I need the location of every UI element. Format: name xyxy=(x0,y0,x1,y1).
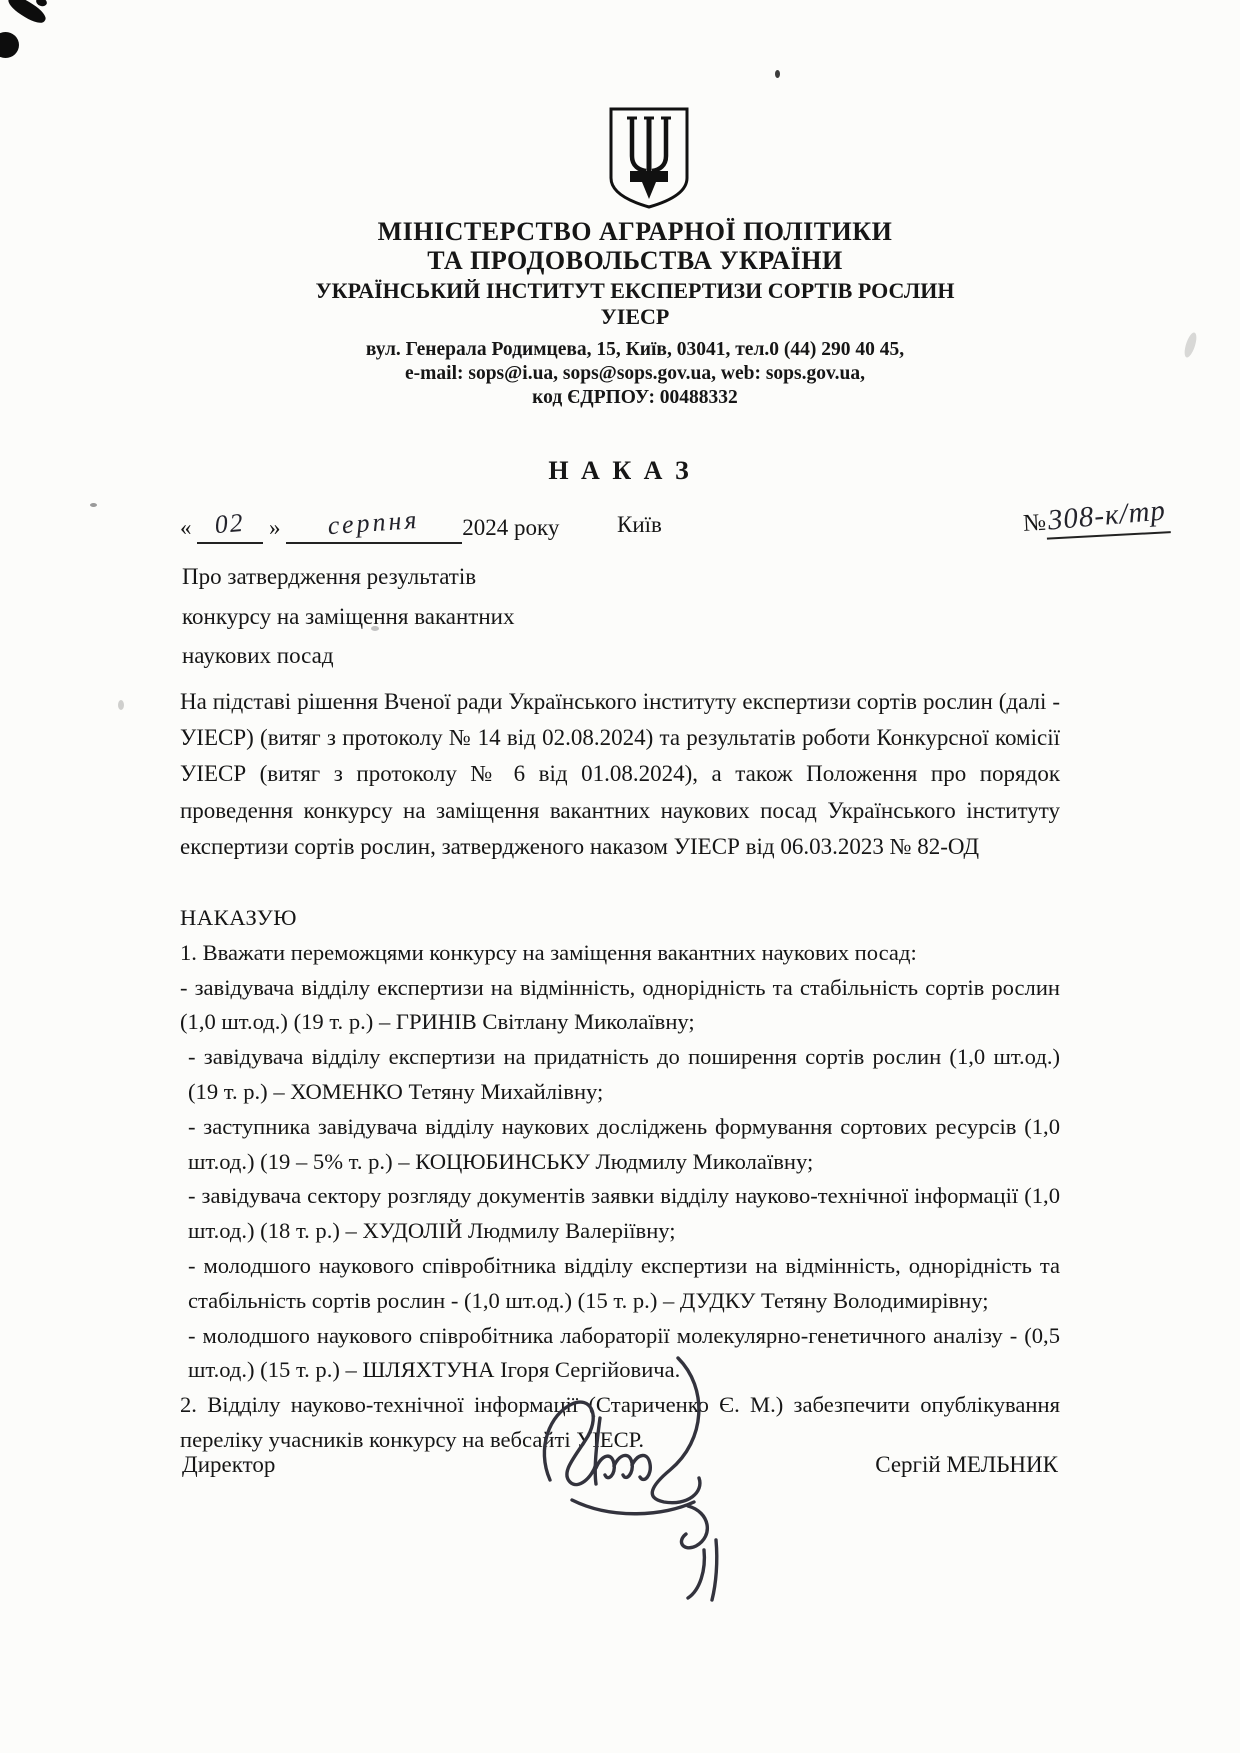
letterhead xyxy=(15,106,1240,410)
scan-artifact xyxy=(775,70,780,78)
winner-entry: - завідувача відділу експертизи на відмінність, однорідність та стабільність сортів рослин (1,0 шт.од.) (19 т. р.) – ГРИНІВ Світлану Миколаївну; xyxy=(180,974,1060,1035)
ministry-name-line2: ТА ПРОДОВОЛЬСТВА УКРАЇНИ xyxy=(427,246,843,275)
order-meta-row xyxy=(180,494,1168,558)
date-quote-close: » xyxy=(269,515,281,540)
signatory-name: Сергій МЕЛЬНИК xyxy=(875,1452,1058,1477)
order-date xyxy=(180,504,560,544)
institute-abbreviation: УІЕСР xyxy=(600,304,670,329)
subject-line: конкурсу на заміщення вакантних xyxy=(182,603,515,629)
institute-name: УКРАЇНСЬКИЙ ІНСТИТУТ ЕКСПЕРТИЗИ СОРТІВ РОСЛИН xyxy=(315,278,955,303)
scan-artifact xyxy=(90,503,97,507)
handwritten-month: серпня xyxy=(327,504,421,541)
winner-entry: - заступника завідувача відділу наукових досліджень формування сортових ресурсів (1,0 шт.од.) (19 – 5% т. р.) – КОЦЮБИНСЬКУ Людмилу Миколаївну; xyxy=(188,1113,1060,1174)
scan-artifact xyxy=(118,700,124,710)
ukraine-trident-emblem-icon xyxy=(606,106,692,215)
date-quote-open: « xyxy=(180,515,192,540)
ministry-name-line1: МІНІСТЕРСТВО АГРАРНОЇ ПОЛІТИКИ xyxy=(377,217,893,246)
institute-contacts: e-mail: sops@i.ua, sops@sops.gov.ua, web: sops.gov.ua, xyxy=(405,363,865,384)
institute-edrpou: код ЄДРПОУ: 00488332 xyxy=(532,387,738,408)
order-number xyxy=(1022,494,1171,541)
winner-entry: - молодшого наукового співробітника лабораторії молекулярно-генетичного аналізу - (0,5 шт.од.) (15 т. р.) – ШЛЯХТУНА Ігоря Сергійовича. xyxy=(188,1322,1060,1383)
order-city: Київ xyxy=(617,512,662,537)
scan-artifact xyxy=(0,32,19,58)
resolve-item-2: 2. Відділу науково-технічної інформації (Стариченко Є. М.) забезпечити опублікування переліку учасників конкурсу на вебсайті УІЕСР. xyxy=(180,1392,1060,1452)
signatory-position: Директор xyxy=(182,1452,276,1477)
basis-paragraph: На підставі рішення Вченої ради Українського інституту експертизи сортів рослин (далі - УІЕСР) (витяг з протоколу № 14 від 02.08.2024) та результатів роботи Конкурсної комісії УІЕСР (витяг з протоколу № 6 від 01.08.2024), а також Положення про порядок проведення конкурсу на заміщення вакантних наукових посад Українського інституту експертизи сортів рослин, затвердженого наказом УІЕСР від 06.03.2023 № 82-ОД xyxy=(180,689,1060,859)
date-year: 2024 року xyxy=(462,515,560,540)
handwritten-day: 02 xyxy=(213,507,247,540)
handwritten-number: 308-к/тр xyxy=(1046,494,1168,537)
institute-address: вул. Генерала Родимцева, 15, Київ, 03041, тел.0 (44) 290 40 45, xyxy=(365,339,905,360)
resolve-item-1: 1. Вважати переможцями конкурсу на заміщення вакантних наукових посад: xyxy=(180,939,917,965)
subject-line: наукових посад xyxy=(182,643,334,668)
subject-line: Про затвердження результатів xyxy=(182,564,477,589)
order-subject xyxy=(182,557,514,676)
winner-entry: - молодшого наукового співробітника відділу експертизи на відмінність, однорідність та стабільність сортів рослин - (1,0 шт.од.) (15 т. р.) – ДУДКУ Тетяну Володимирівну; xyxy=(188,1252,1060,1313)
winner-entry: - завідувача сектору розгляду документів заявки відділу науково-технічної інформації (1,0 шт.од.) (18 т. р.) – ХУДОЛІЙ Людмилу Валеріївну; xyxy=(188,1183,1060,1244)
signature-block xyxy=(182,1452,1058,1478)
date-month-blank xyxy=(286,504,462,544)
order-title: Н А К А З xyxy=(548,456,692,485)
handwritten-signature-icon xyxy=(516,1352,766,1612)
date-day-blank xyxy=(197,507,263,544)
number-sign: № xyxy=(1022,509,1047,537)
resolve-heading: НАКАЗУЮ xyxy=(180,905,297,930)
number-blank xyxy=(1045,494,1171,539)
winner-entry: - завідувача відділу експертизи на придатність до поширення сортів рослин (1,0 шт.од.) (19 т. р.) – ХОМЕНКО Тетяну Михайлівну; xyxy=(188,1044,1060,1104)
